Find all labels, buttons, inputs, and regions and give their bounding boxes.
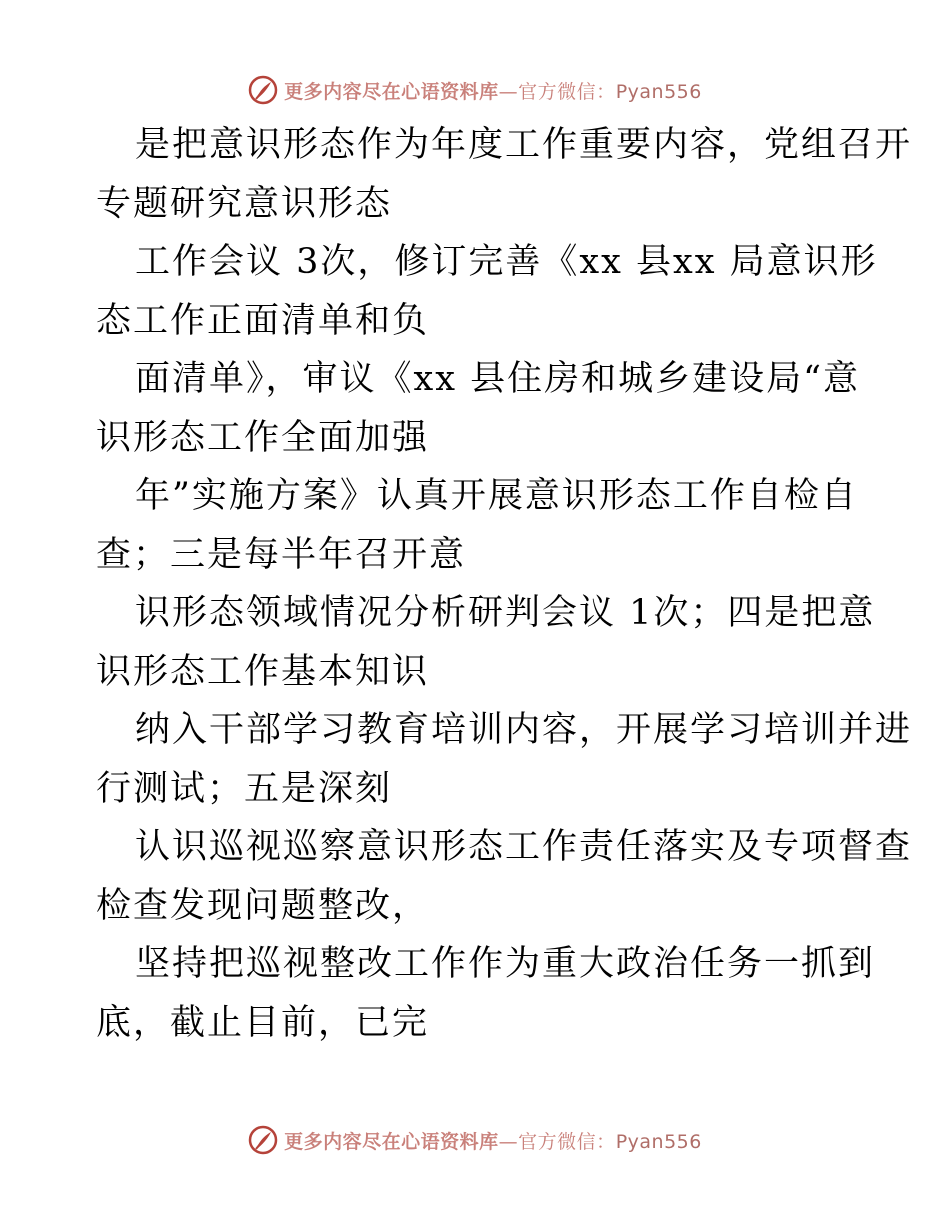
text-line: 坚持把巡视整改工作作为重大政治任务一抓到 <box>135 944 876 984</box>
text-line: 工作会议 3次，修订完善《xx 县xx 局意识形 <box>135 242 878 282</box>
quill-pen-logo-icon <box>248 75 278 105</box>
text-line: 认识巡视巡察意识形态工作责任落实及专项督查 <box>135 827 913 867</box>
document-body <box>96 116 913 1052</box>
text-line: 识形态工作全面加强 <box>96 417 430 458</box>
text-line: 识形态领域情况分析研判会议 1次；四是把意 <box>135 593 876 633</box>
text-line: 纳入干部学习教育培训内容，开展学习培训并进 <box>135 710 913 750</box>
text-line: 是把意识形态作为年度工作重要内容，党组召开 <box>135 125 913 165</box>
quill-pen-logo-icon <box>248 1125 278 1155</box>
text-line: 底，截止目前，已完 <box>96 1002 430 1043</box>
text-line: 行测试；五是深刻 <box>96 768 393 809</box>
text-line: 查；三是每半年召开意 <box>96 534 467 575</box>
text-line: 面清单》，审议《xx 县住房和城乡建设局“意 <box>135 359 860 399</box>
banner-text: 更多内容尽在心语资料库—官方微信：Pyan556 <box>284 1130 702 1153</box>
header-watermark-banner <box>0 70 950 110</box>
text-line: 专题研究意识形态 <box>96 183 393 224</box>
banner-text: 更多内容尽在心语资料库—官方微信：Pyan556 <box>284 80 702 103</box>
footer-watermark-banner <box>0 1120 950 1160</box>
text-line: 检查发现问题整改， <box>96 885 430 926</box>
text-line: 态工作正面清单和负 <box>96 300 430 341</box>
text-line: 年”实施方案》认真开展意识形态工作自检自 <box>135 476 858 516</box>
text-line: 识形态工作基本知识 <box>96 651 430 692</box>
